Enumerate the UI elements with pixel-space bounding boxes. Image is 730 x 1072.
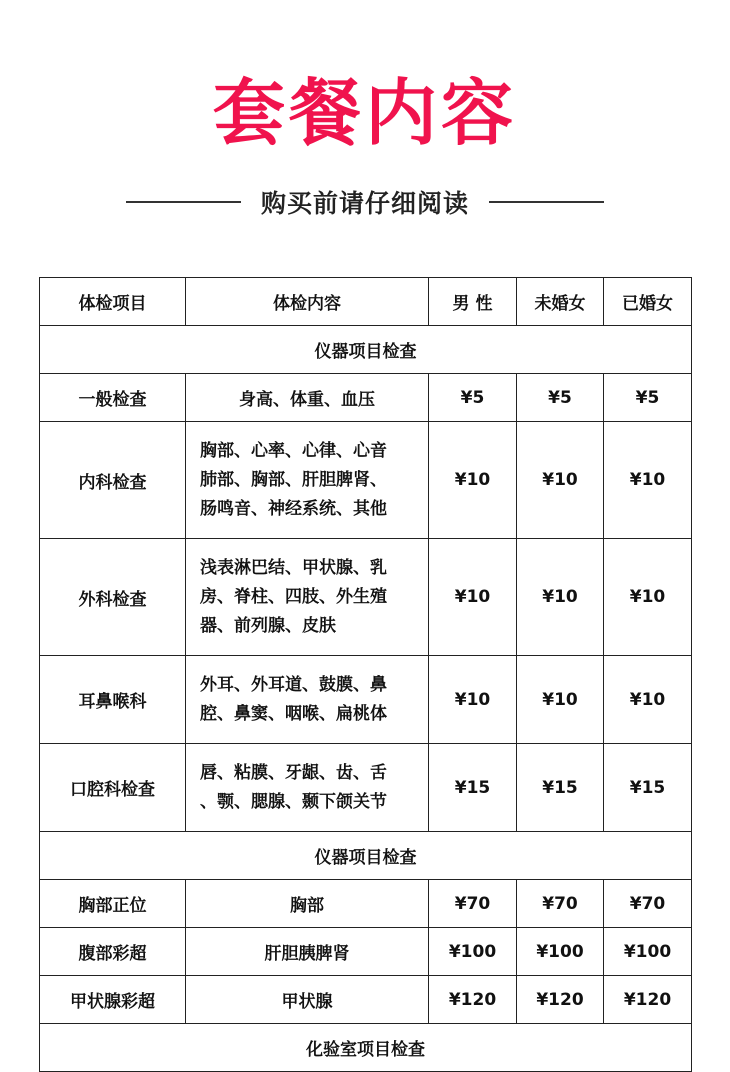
subtitle: 购买前请仔细阅读 xyxy=(260,189,469,218)
price-unmarried: ¥10 xyxy=(517,656,604,744)
price-married: ¥5 xyxy=(604,374,692,422)
price-male: ¥100 xyxy=(429,928,517,976)
content-line: 胸部、心率、心律、心音 xyxy=(200,440,387,461)
price-unmarried: ¥70 xyxy=(517,880,604,928)
item-name: 耳鼻喉科 xyxy=(40,656,186,744)
price-married: ¥15 xyxy=(604,744,692,832)
item-name: 胸部正位 xyxy=(40,880,186,928)
item-content xyxy=(186,539,429,656)
content-line: 腔、鼻窦、咽喉、扁桃体 xyxy=(200,703,387,724)
item-content: 胸部 xyxy=(186,880,429,928)
header-content: 体检内容 xyxy=(186,278,429,326)
price-male: ¥15 xyxy=(429,744,517,832)
header-male: 男 性 xyxy=(429,278,517,326)
item-content: 肝胆胰脾肾 xyxy=(186,928,429,976)
item-name: 腹部彩超 xyxy=(40,928,186,976)
page-title: 套餐内容 xyxy=(212,71,517,155)
package-table xyxy=(39,277,692,1072)
header-row xyxy=(40,278,692,326)
content-line: 肠鸣音、神经系统、其他 xyxy=(200,498,387,519)
item-name: 甲状腺彩超 xyxy=(40,976,186,1024)
price-married: ¥10 xyxy=(604,422,692,539)
subtitle-row xyxy=(0,182,730,222)
price-unmarried: ¥120 xyxy=(517,976,604,1024)
divider-left xyxy=(126,201,241,203)
price-unmarried: ¥100 xyxy=(517,928,604,976)
section-row xyxy=(40,1024,692,1072)
price-married: ¥70 xyxy=(604,880,692,928)
section-title: 化验室项目检查 xyxy=(40,1024,692,1072)
price-unmarried: ¥5 xyxy=(517,374,604,422)
item-content xyxy=(186,656,429,744)
section-row xyxy=(40,326,692,374)
item-content: 甲状腺 xyxy=(186,976,429,1024)
header-item: 体检项目 xyxy=(40,278,186,326)
item-name: 一般检查 xyxy=(40,374,186,422)
price-male: ¥5 xyxy=(429,374,517,422)
item-name: 外科检查 xyxy=(40,539,186,656)
header-married: 已婚女 xyxy=(604,278,692,326)
header-unmarried: 未婚女 xyxy=(517,278,604,326)
content-line: 浅表淋巴结、甲状腺、乳 xyxy=(200,557,387,578)
price-unmarried: ¥10 xyxy=(517,539,604,656)
table-row xyxy=(40,928,692,976)
price-male: ¥120 xyxy=(429,976,517,1024)
price-male: ¥10 xyxy=(429,422,517,539)
content-line: 唇、粘膜、牙龈、齿、舌 xyxy=(200,762,387,783)
content-line: 、颚、腮腺、颞下颌关节 xyxy=(200,791,387,812)
section-title: 仪器项目检查 xyxy=(40,326,692,374)
price-male: ¥10 xyxy=(429,539,517,656)
content-line: 房、脊柱、四肢、外生殖 xyxy=(200,586,387,607)
table-row xyxy=(40,422,692,539)
price-married: ¥100 xyxy=(604,928,692,976)
table-row xyxy=(40,976,692,1024)
table-row xyxy=(40,880,692,928)
price-male: ¥70 xyxy=(429,880,517,928)
item-name: 内科检查 xyxy=(40,422,186,539)
item-content xyxy=(186,422,429,539)
price-unmarried: ¥10 xyxy=(517,422,604,539)
price-male: ¥10 xyxy=(429,656,517,744)
table-row xyxy=(40,744,692,832)
item-content: 身高、体重、血压 xyxy=(186,374,429,422)
divider-right xyxy=(489,201,604,203)
content-line: 器、前列腺、皮肤 xyxy=(200,615,336,636)
section-row xyxy=(40,832,692,880)
item-name: 口腔科检查 xyxy=(40,744,186,832)
section-title: 仪器项目检查 xyxy=(40,832,692,880)
item-content xyxy=(186,744,429,832)
price-married: ¥10 xyxy=(604,656,692,744)
table-row xyxy=(40,374,692,422)
content-line: 肺部、胸部、肝胆脾肾、 xyxy=(200,469,387,490)
table-row xyxy=(40,656,692,744)
price-unmarried: ¥15 xyxy=(517,744,604,832)
table-row xyxy=(40,539,692,656)
content-line: 外耳、外耳道、鼓膜、鼻 xyxy=(200,674,387,695)
price-married: ¥120 xyxy=(604,976,692,1024)
price-married: ¥10 xyxy=(604,539,692,656)
